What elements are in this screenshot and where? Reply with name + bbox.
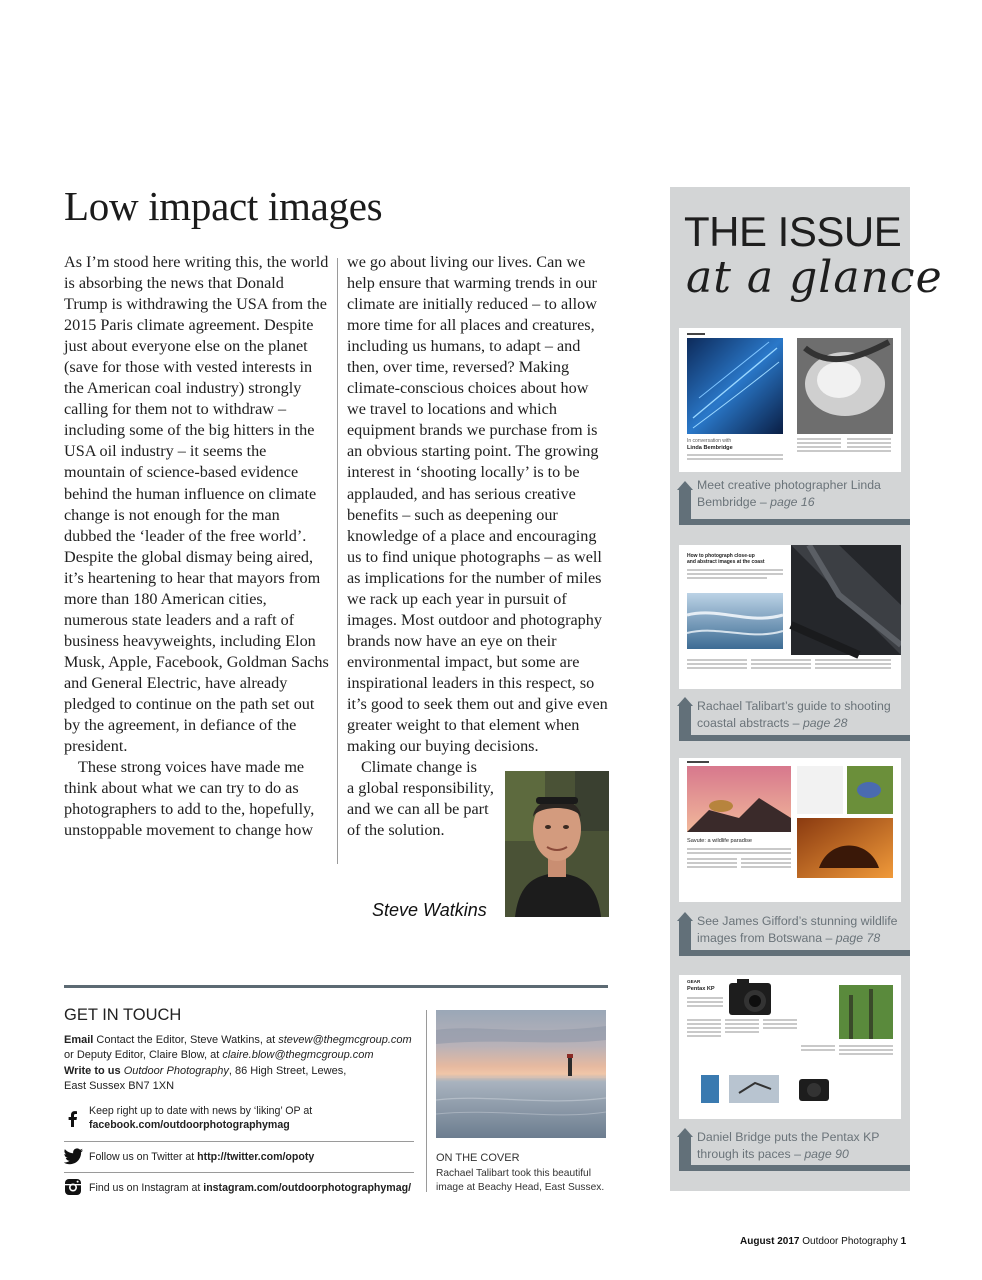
magazine-name: Outdoor Photography [802, 1236, 898, 1247]
svg-text:Linda Bembridge: Linda Bembridge [687, 445, 733, 451]
svg-text:Savute: a wildlife paradise: Savute: a wildlife paradise [687, 838, 752, 844]
svg-text:GEAR: GEAR [687, 979, 701, 984]
svg-text:Pentax KP: Pentax KP [687, 986, 715, 992]
instagram-icon [64, 1178, 82, 1196]
svg-text:and abstract images at the coa: and abstract images at the coast [687, 559, 765, 565]
instagram-row: Find us on Instagram at instagram.com/outdoorphotographymag/ [64, 1179, 414, 1197]
svg-text:In conversation with: In conversation with [687, 438, 732, 444]
arrow-base [679, 1165, 910, 1171]
thumb-page-90[interactable] [679, 975, 901, 1119]
column-2-paragraph-2: Climate change is a global responsibility, and we can all be part of the solution. [347, 758, 494, 840]
thumb-page-16[interactable] [679, 328, 901, 472]
page-footer [740, 1236, 906, 1247]
arrow-base [679, 519, 910, 525]
get-in-touch-heading: GET IN TOUCH [64, 1006, 182, 1024]
issue-date: August 2017 [740, 1236, 800, 1247]
facebook-link[interactable]: facebook.com/outdoorphotographymag [89, 1119, 290, 1131]
thumb-page-28[interactable] [679, 545, 901, 689]
postal-address: Write to us Outdoor Photography, 86 High Street, Lewes, East Sussex BN7 1XN [64, 1065, 347, 1092]
editor-signature: Steve Watkins [372, 900, 487, 920]
article-title: Low impact images [64, 183, 383, 229]
column-divider [337, 258, 338, 864]
sidebar-subtitle: at a glance [686, 252, 943, 303]
contact-divider [426, 1010, 427, 1192]
svg-text:How to photograph close-up: How to photograph close-up [687, 553, 755, 559]
facebook-icon [64, 1110, 82, 1128]
cover-heading: ON THE COVER [436, 1152, 520, 1164]
sidebar-item-page-78[interactable]: See James Gifford’s stunning wildlife images from Botswana – page 78 [697, 914, 898, 945]
column-2-paragraph-1: we go about living our lives. Can we help ensure that warming trends in our climate are initially reduced – to allow more time for all places and creatures, including us humans, to adapt – and then, over time, reversed? Making climate-conscious choices about how we travel to locations and which equipment brands we purchase from is an obvious starting point. The growing interest in ‘shooting locally’ is to be applauded, and has serious creative benefits – such as deepening our knowledge of a place and encouraging us to find unique photographs – as well as implications for the number of miles we rack up each year in pursuit of images. Most outdoor and photography brands now have an eye on their environmental impact, but some are inspirational leaders in this respect, so it’s good to seek them out and give even greater weight to that element when making our buying decisions. [347, 253, 608, 756]
editor-email-link[interactable]: stevew@thegmcgroup.com [278, 1034, 412, 1046]
sidebar-item-page-90[interactable]: Daniel Bridge puts the Pentax KP through its paces – page 90 [697, 1130, 880, 1161]
article-column-1 [64, 252, 330, 841]
separator [64, 1172, 414, 1173]
email-contact: Email Contact the Editor, Steve Watkins, at stevew@thegmcgroup.com or Deputy Editor, Claire Blow, at claire.blow@thegmcgroup.com [64, 1034, 412, 1061]
cover-image [436, 1010, 606, 1138]
thumb-page-78[interactable] [679, 758, 901, 902]
separator [64, 1141, 414, 1142]
deputy-email-link[interactable]: claire.blow@thegmcgroup.com [222, 1048, 374, 1061]
sidebar-title: THE ISSUE [684, 208, 902, 255]
twitter-icon [64, 1147, 82, 1165]
twitter-link[interactable]: http://twitter.com/opoty [197, 1151, 315, 1163]
instagram-link[interactable]: instagram.com/outdoorphotographymag/ [203, 1182, 412, 1194]
column-1-paragraph-1: As I’m stood here writing this, the world is absorbing the news that Donald Trump is withdrawing the USA from the 2015 Paris climate agreement. Despite just about everyone else on the planet (save for those with vested interests in the American coal industry) strongly calling for them not to withdraw – including some of the big hitters in the USA oil industry – it seems the mountain of science-based evidence behind the human influence on climate change is not enough for the man dubbed the ‘leader of the free world’. Despite the global dismay being aired, it’s heartening to hear that mayors from more than 180 American cities, numerous state leaders and a raft of business heavyweights, including Elon Musk, Apple, Facebook, Goldman Sachs and General Electric, have already pledged to continue on the path set out by the agreement, in defiance of the president. [64, 253, 329, 756]
page-number: 1 [900, 1236, 907, 1247]
facebook-row: Keep right up to date with news by ‘liking’ OP at facebook.com/outdoorphotographymag [64, 1104, 414, 1134]
column-1-paragraph-2: These strong voices have made me think about what we can try to do as photographers to add to the, hopefully, unstoppable movement to change how [64, 758, 315, 840]
contact-details [64, 1033, 424, 1095]
sidebar-item-page-28[interactable]: Rachael Talibart’s guide to shooting coastal abstracts – page 28 [697, 699, 891, 730]
twitter-row: Follow us on Twitter at http://twitter.com/opoty [64, 1148, 414, 1166]
section-divider [64, 985, 608, 988]
cover-caption: Rachael Talibart took this beautiful image at Beachy Head, East Sussex. [436, 1168, 605, 1193]
arrow-base [679, 950, 910, 956]
arrow-base [679, 735, 910, 741]
editor-portrait-photo [505, 771, 609, 917]
sidebar-item-page-16[interactable]: Meet creative photographer Linda Bembridge – page 16 [697, 478, 881, 509]
article-column-2 [347, 252, 609, 841]
